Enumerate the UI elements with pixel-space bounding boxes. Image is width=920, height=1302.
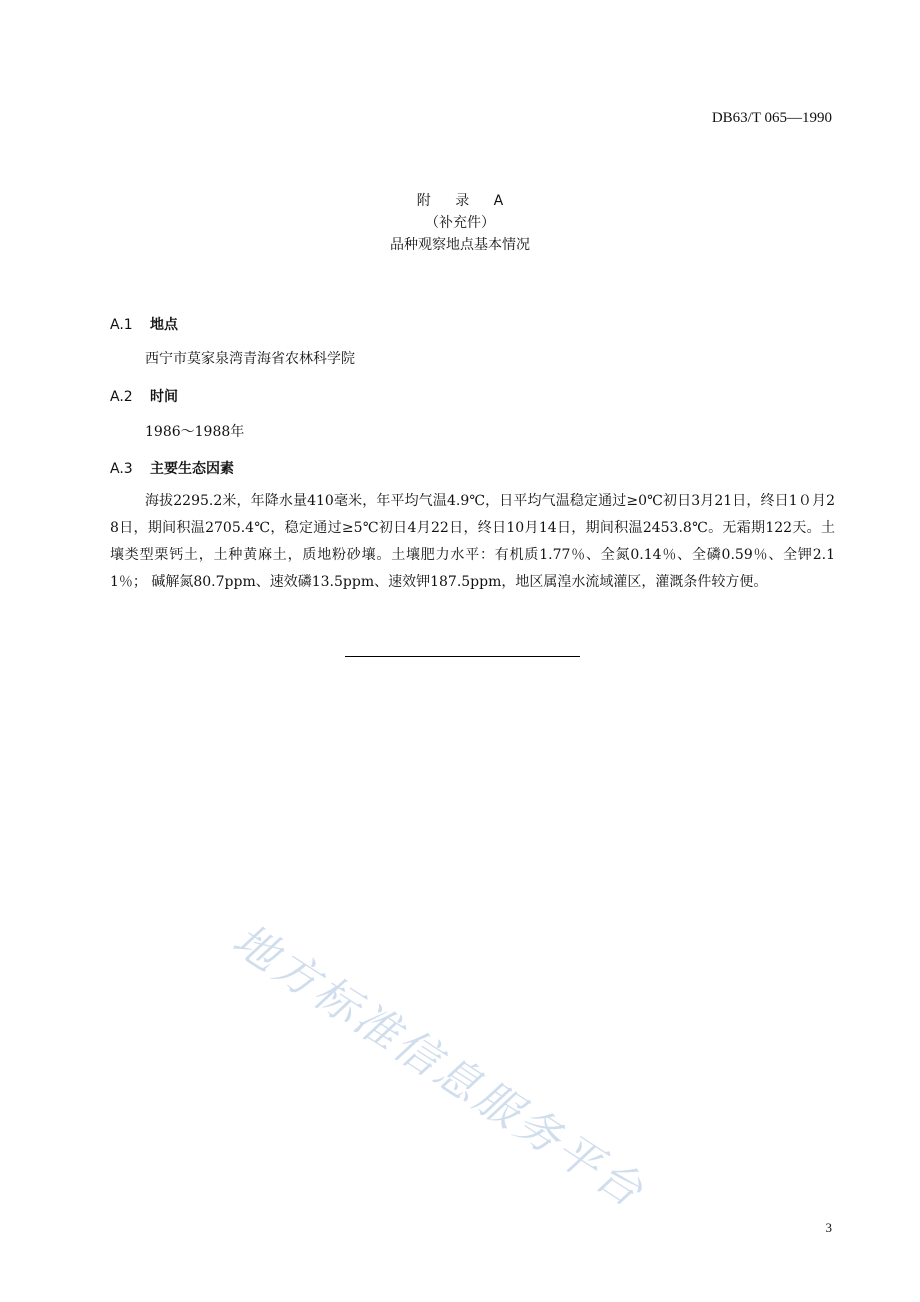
section-number: A.3 — [110, 461, 133, 477]
section-body-a3: 海拔2295.2米，年降水量410毫米，年平均气温4.9℃，日平均气温稳定通过≥0℃初日3月21日，终日1０月28日，期间积温2705.4℃，稳定通过≥5℃初日4月22日，终日10月14日，期间积温2453.8℃。无霜期122天。土壤类型栗钙土，土种黄麻土，质地粉砂壤。土壤肥力水平：有机质1.77％、全氮0.14％、全磷0.59％、全钾2.11％； 碱解氮80.7ppm、速效磷13.5ppm、速效钾187.5ppm，地区属湟水流域灌区，灌溉条件较方便。 — [110, 493, 835, 590]
section-number: A.1 — [110, 317, 133, 333]
section-number: A.2 — [110, 389, 133, 405]
end-rule — [345, 656, 580, 657]
appendix-label: 附 录 A — [416, 193, 514, 209]
page-number: 3 — [825, 1220, 832, 1235]
section-title: 时间 — [150, 389, 178, 405]
section-heading-a3 — [110, 458, 234, 478]
section-heading-a1 — [110, 314, 178, 334]
appendix-type: （补充件） — [425, 215, 495, 231]
document-code: DB63/T 065—1990 — [711, 110, 832, 126]
section-title: 地点 — [150, 317, 178, 333]
section-body-a1: 西宁市莫家泉湾青海省农林科学院 — [145, 351, 355, 367]
appendix-title: 品种观察地点基本情况 — [390, 237, 530, 253]
section-title: 主要生态因素 — [150, 461, 234, 477]
watermark: 地方标准信息服务平台 — [223, 914, 654, 1219]
appendix-header — [0, 190, 920, 256]
section-heading-a2 — [110, 386, 178, 406]
section-body-a2: 1986～1988年 — [145, 424, 245, 440]
